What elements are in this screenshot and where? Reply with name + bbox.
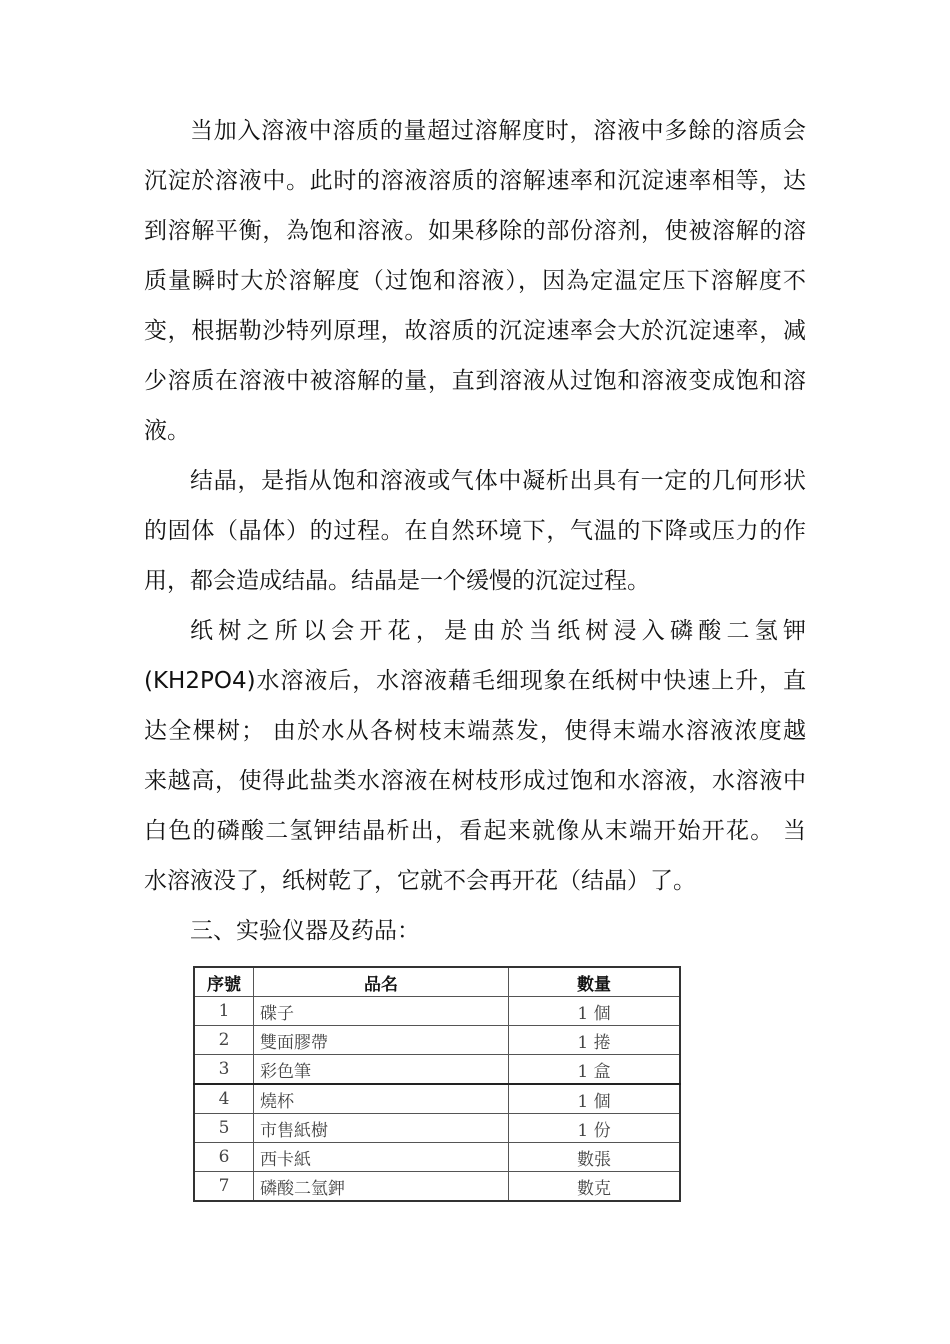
cell-quantity: 1 個 bbox=[509, 997, 681, 1026]
cell-item-name: 西卡紙 bbox=[254, 1143, 509, 1172]
cell-quantity: 1 份 bbox=[509, 1114, 681, 1143]
text-line: 质量瞬时大於溶解度（过饱和溶液），因為定温定压下溶解度不 bbox=[144, 268, 806, 294]
cell-number: 4 bbox=[194, 1084, 254, 1114]
text-line: 纸树之所以会开花，是由於当纸树浸入磷酸二氢钾 bbox=[190, 618, 806, 644]
text-line: (KH2PO4)水溶液后，水溶液藉毛细现象在纸树中快速上升，直 bbox=[144, 668, 806, 694]
table-row bbox=[194, 997, 680, 1026]
column-header-item-name: 品名 bbox=[254, 967, 509, 997]
table-row bbox=[194, 1084, 680, 1114]
text-line: 来越高，使得此盐类水溶液在树枝形成过饱和水溶液，水溶液中 bbox=[144, 768, 806, 794]
cell-item-name: 彩色筆 bbox=[254, 1055, 509, 1085]
text-line: 白色的磷酸二氢钾结晶析出，看起来就像从末端开始开花。 当 bbox=[144, 818, 806, 844]
cell-quantity: 數克 bbox=[509, 1172, 681, 1202]
paragraph-paper-tree bbox=[144, 606, 806, 906]
cell-item-name: 燒杯 bbox=[254, 1084, 509, 1114]
cell-item-name: 雙面膠帶 bbox=[254, 1026, 509, 1055]
cell-number: 5 bbox=[194, 1114, 254, 1143]
cell-item-name: 市售紙樹 bbox=[254, 1114, 509, 1143]
paragraph-saturation bbox=[144, 106, 806, 456]
text-line: 沉淀於溶液中。此时的溶液溶质的溶解速率和沉淀速率相等，达 bbox=[144, 168, 806, 194]
text-line: 结晶，是指从饱和溶液或气体中凝析出具有一定的几何形状 bbox=[190, 468, 806, 494]
text-line: 水溶液没了，纸树乾了，它就不会再开花（结晶）了。 bbox=[144, 868, 696, 894]
column-header-number: 序號 bbox=[194, 967, 254, 997]
cell-number: 7 bbox=[194, 1172, 254, 1202]
cell-quantity: 1 捲 bbox=[509, 1026, 681, 1055]
cell-number: 2 bbox=[194, 1026, 254, 1055]
text-line: 当加入溶液中溶质的量超过溶解度时，溶液中多餘的溶质会 bbox=[190, 118, 806, 144]
text-line: 变，根据勒沙特列原理，故溶质的沉淀速率会大於沉淀速率，减 bbox=[144, 318, 806, 344]
table-row bbox=[194, 1055, 680, 1085]
paragraph-crystallization bbox=[144, 456, 806, 606]
table-row bbox=[194, 1026, 680, 1055]
equipment-table bbox=[193, 966, 681, 1202]
table-row bbox=[194, 1143, 680, 1172]
section-heading: 三、实验仪器及药品： bbox=[190, 918, 420, 944]
table-row bbox=[194, 1172, 680, 1202]
text-line: 液。 bbox=[144, 418, 190, 444]
text-line: 少溶质在溶液中被溶解的量，直到溶液从过饱和溶液变成饱和溶 bbox=[144, 368, 806, 394]
text-line: 到溶解平衡，為饱和溶液。如果移除的部份溶剂，使被溶解的溶 bbox=[144, 218, 806, 244]
cell-item-name: 碟子 bbox=[254, 997, 509, 1026]
text-line: 的固体（晶体）的过程。在自然环境下，气温的下降或压力的作 bbox=[144, 518, 806, 544]
cell-item-name: 磷酸二氫鉀 bbox=[254, 1172, 509, 1202]
cell-quantity: 1 個 bbox=[509, 1084, 681, 1114]
cell-quantity: 數張 bbox=[509, 1143, 681, 1172]
table-row bbox=[194, 1114, 680, 1143]
cell-number: 3 bbox=[194, 1055, 254, 1085]
cell-quantity: 1 盒 bbox=[509, 1055, 681, 1085]
column-header-quantity: 數量 bbox=[509, 967, 681, 997]
cell-number: 1 bbox=[194, 997, 254, 1026]
cell-number: 6 bbox=[194, 1143, 254, 1172]
table-header-row bbox=[194, 967, 680, 997]
text-line: 达全棵树； 由於水从各树枝末端蒸发，使得末端水溶液浓度越 bbox=[144, 718, 806, 744]
text-line: 用，都会造成结晶。结晶是一个缓慢的沉淀过程。 bbox=[144, 568, 650, 594]
